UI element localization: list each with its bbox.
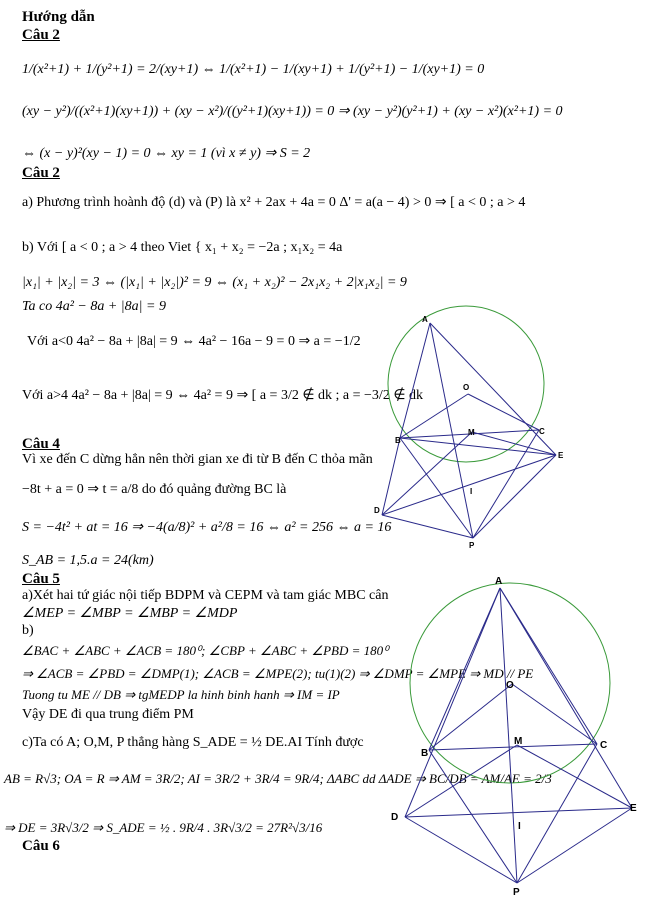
segment-DP — [382, 515, 473, 538]
segment-OC — [512, 684, 597, 744]
equation-line: |x₁| + |x₂| = 3 ⇔ (|x₁| + |x₂|)² = 9 ⇔ (x₁ + x₂)² − 2x₁x₂ + 2|x₁x₂| = 9 — [22, 275, 407, 290]
section-heading: Câu 4 — [22, 436, 60, 452]
label-A: A — [422, 315, 428, 324]
section-heading: Câu 2 — [22, 165, 60, 181]
segment-BD — [382, 438, 400, 515]
figure-small — [382, 306, 556, 538]
segment-CP — [473, 430, 539, 538]
text-line: Vì xe đến C dừng hẳn nên thời gian xe đi từ B đến C thỏa mãn — [22, 452, 373, 467]
segment-AD — [405, 588, 500, 817]
segment-DE — [382, 455, 556, 515]
equation-line: S = −4t² + at = 16 ⇒ −4(a/8)² + a²/8 = 16 ⇔ a² = 256 ⇔ a = 16 — [22, 520, 392, 535]
equation-line: ∠BAC + ∠ABC + ∠ACB = 180⁰; ∠CBP + ∠ABC + ∠PBD = 180⁰ — [22, 643, 389, 658]
segment-AP — [430, 323, 473, 538]
text-line: Với a<0 4a² − 8a + |8a| = 9 ⇔ 4a² − 16a − 9 = 0 ⇒ a = −1/2 — [27, 334, 361, 349]
segment-DE — [405, 808, 632, 817]
segment-OB — [429, 684, 512, 750]
figure-large — [405, 583, 632, 883]
text-line: a)Xét hai tứ giác nội tiếp BDPM và CEPM và tam giác MBC cân — [22, 588, 389, 603]
text-line: b) Với [ a < 0 ; a > 4 theo Viet { x₁ + x₂ = −2a ; x₁x₂ = 4a — [22, 240, 343, 255]
label-D: D — [391, 812, 399, 823]
label-B: B — [421, 748, 429, 759]
equation-line: ⇒ ∠ACB = ∠PBD = ∠DMP(1); ∠ACB = ∠MPE(2); tu(1)(2) ⇒ ∠DMP = ∠MPE ⇒ MD // PE — [22, 666, 534, 681]
segment-AE — [500, 588, 632, 808]
label-B: B — [395, 436, 401, 445]
segment-CP — [517, 744, 597, 883]
equation-line: Ta co 4a² − 8a + |8a| = 9 — [22, 299, 166, 314]
segment-PE — [473, 455, 556, 538]
label-P: P — [469, 541, 475, 550]
segment-AB — [400, 323, 430, 438]
segment-PE — [517, 808, 632, 883]
label-O: O — [463, 383, 470, 392]
text-line: Vậy DE đi qua trung điểm PM — [22, 707, 194, 722]
label-D: D — [374, 506, 380, 515]
section-heading: Câu 2 — [22, 27, 60, 43]
segment-ME — [517, 745, 632, 808]
text-line: Với a>4 4a² − 8a + |8a| = 9 ⇔ 4a² = 9 ⇒ [ a = 3/2 ∉ dk ; a = −3/2 ∉ dk — [22, 388, 424, 403]
page-title: Hướng dẫn — [22, 9, 95, 25]
text-line: b) — [22, 623, 34, 638]
equation-line: S_AB = 1,5.a = 24(km) — [22, 553, 154, 568]
equation-line: ∠MEP = ∠MBP = ∠MBP = ∠MDP — [22, 606, 238, 621]
label-E: E — [558, 451, 564, 460]
equation-line: ⇒ DE = 3R√3/2 ⇒ S_ADE = ½ . 9R/4 . 3R√3/2 = 27R²√3/16 — [4, 820, 323, 835]
text-line: c)Ta có A; O,M, P thẳng hàng S_ADE = ½ DE.AI Tính được — [22, 735, 364, 750]
equation-line: Tuong tu ME // DB ⇒ tgMEDP la hinh binh hanh ⇒ IM = IP — [22, 687, 340, 702]
label-M: M — [468, 428, 475, 437]
label-M: M — [514, 736, 523, 747]
label-A: A — [495, 576, 503, 587]
label-C: C — [539, 427, 545, 436]
label-I: I — [518, 821, 521, 832]
label-C: C — [600, 740, 608, 751]
equation-line: AB = R√3; OA = R ⇒ AM = 3R/2; AI = 3R/2 + 3R/4 = 9R/4; ΔABC dd ΔADE ⇒ BC/DB = AM/AE = 2/3 — [4, 771, 552, 786]
text-line: a) Phương trình hoành độ (d) và (P) là x² + 2ax + 4a = 0 Δ' = a(a − 4) > 0 ⇒ [ a < 0 ; a > 4 — [22, 195, 526, 210]
equation-line: 1/(x²+1) + 1/(y²+1) = 2/(xy+1) ⇔ 1/(x²+1) − 1/(xy+1) + 1/(y²+1) − 1/(xy+1) = 0 — [22, 62, 485, 77]
section-heading: Câu 6 — [22, 838, 60, 854]
label-O: O — [506, 680, 514, 691]
section-heading: Câu 5 — [22, 571, 60, 587]
label-P: P — [513, 887, 520, 898]
label-I: I — [470, 487, 473, 496]
label-E: E — [630, 803, 637, 814]
equation-line: ⇔ (x − y)²(xy − 1) = 0 ⇔ xy = 1 (vì x ≠ y) ⇒ S = 2 — [22, 146, 311, 161]
equation-line: (xy − y²)/((x²+1)(xy+1)) + (xy − x²)/((y²+1)(xy+1)) = 0 ⇒ (xy − y²)(y²+1) + (xy − x²)(x²+1) = 0 — [22, 104, 563, 119]
text-line: −8t + a = 0 ⇒ t = a/8 do đó quảng đường BC là — [22, 482, 287, 497]
segment-DP — [405, 817, 517, 883]
segment-BP — [429, 750, 517, 883]
